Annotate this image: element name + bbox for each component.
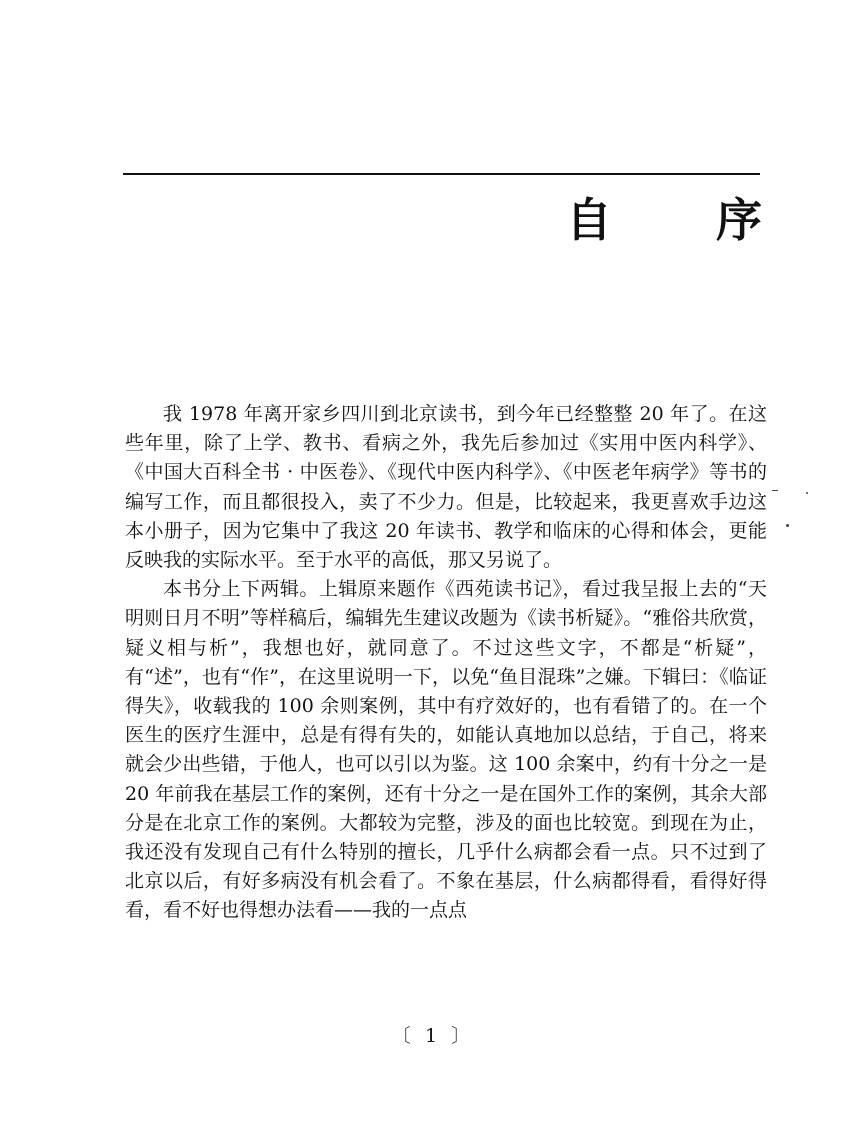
page-title: 自 序 xyxy=(565,193,806,247)
scan-speck xyxy=(772,490,778,491)
scan-speck xyxy=(806,492,808,494)
page-number: 〔 1 〕 xyxy=(391,1025,475,1047)
scan-speck xyxy=(786,524,789,527)
paragraph-2: 本书分上下两辑。上辑原来题作《西苑读书记》，看过我呈报上去的“天明则日月不明”等样稿后，编辑先生建议改题为《读书析疑》。“雅俗共欣赏，疑义相与析”，我想也好，就同意了。不过这些文字，不都是“析疑”，有“述”，也有“作”，在这里说明一下，以免“鱼目混珠”之嫌。下辑曰：《临证得失》，收载我的 100 余则案例，其中有疗效好的，也有看错了的。在一个医生的医疗生涯中，总是有得有失的，如能认真地加以总结，于自己，将来就会少出些错，于他人，也可以引以为鉴。这 100 余案中，约有十分之一是 20 年前我在基层工作的案例，还有十分之一是在国外工作的案例，其余大部分是在北京工作的案例。大都较为完整，涉及的面也比较宽。到现在为止，我还没有发现自己有什么特别的擅长，几乎什么病都会看一点。只不过到了北京以后，有好多病没有机会看了。不象在基层，什么病都得看，看得好得看，看不好也得想办法看——我的一点点 xyxy=(125,578,767,922)
body-text xyxy=(125,400,767,926)
paragraph-1: 我 1978 年离开家乡四川到北京读书，到今年已经整整 20 年了。在这些年里，除了上学、教书、看病之外，我先后参加过《实用中医内科学》、《中国大百科全书 · 中医卷》、《现代中医内科学》、《中医老年病学》等书的编写工作，而且都很投入，卖了不少力。但是，比较起来，我更喜欢手边这本小册子，因为它集中了我这 20 年读书、教学和临床的心得和体会，更能反映我的实际水平。至于水平的高低，那又另说了。 xyxy=(125,403,767,572)
header-rule xyxy=(123,173,760,175)
